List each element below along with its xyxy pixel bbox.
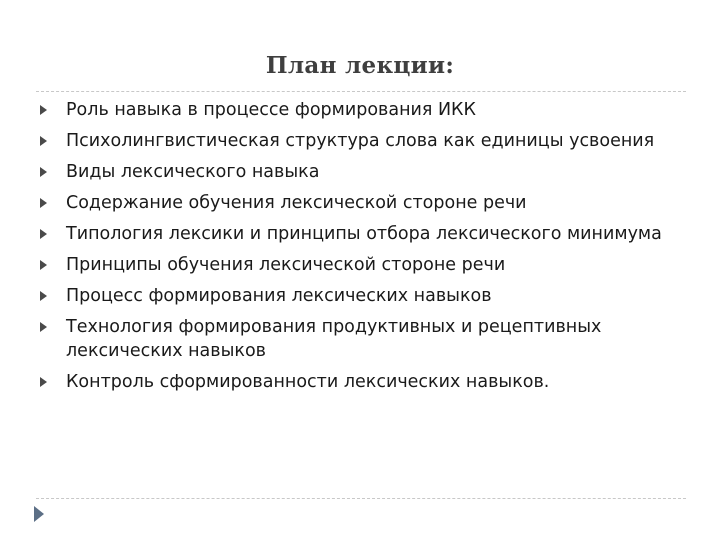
triangle-bullet-icon	[40, 105, 47, 115]
triangle-bullet-icon	[40, 136, 47, 146]
triangle-bullet-icon	[40, 229, 47, 239]
list-item-text: Виды лексического навыка	[66, 162, 320, 182]
triangle-bullet-icon	[40, 322, 47, 332]
list-item-text: Содержание обучения лексической стороне речи	[66, 193, 527, 213]
list-item	[38, 370, 678, 394]
next-slide-arrow-icon[interactable]	[34, 506, 44, 522]
title-divider	[36, 91, 686, 92]
list-item	[38, 191, 678, 215]
list-item	[38, 253, 678, 277]
list-item	[38, 98, 678, 122]
slide-title: План лекции:	[265, 52, 455, 79]
list-item-text: Принципы обучения лексической стороне речи	[66, 255, 506, 275]
triangle-bullet-icon	[40, 198, 47, 208]
footer-divider	[36, 498, 686, 499]
list-item-text: Роль навыка в процессе формирования ИКК	[66, 100, 476, 120]
list-item	[38, 222, 678, 246]
list-item	[38, 129, 678, 153]
list-item-text: Процесс формирования лексических навыков	[66, 286, 492, 306]
list-item	[38, 315, 678, 363]
list-item-text: Технология формирования продуктивных и рецептивных лексических навыков	[66, 317, 602, 361]
triangle-bullet-icon	[40, 167, 47, 177]
triangle-bullet-icon	[40, 260, 47, 270]
list-item-text: Психолингвистическая структура слова как единицы усвоения	[66, 131, 655, 151]
list-item-text: Типология лексики и принципы отбора лексического минимума	[66, 224, 662, 244]
list-item	[38, 160, 678, 184]
list-item	[38, 284, 678, 308]
triangle-bullet-icon	[40, 377, 47, 387]
list-item-text: Контроль сформированности лексических навыков.	[66, 372, 550, 392]
lecture-plan-list	[38, 98, 678, 401]
triangle-bullet-icon	[40, 291, 47, 301]
